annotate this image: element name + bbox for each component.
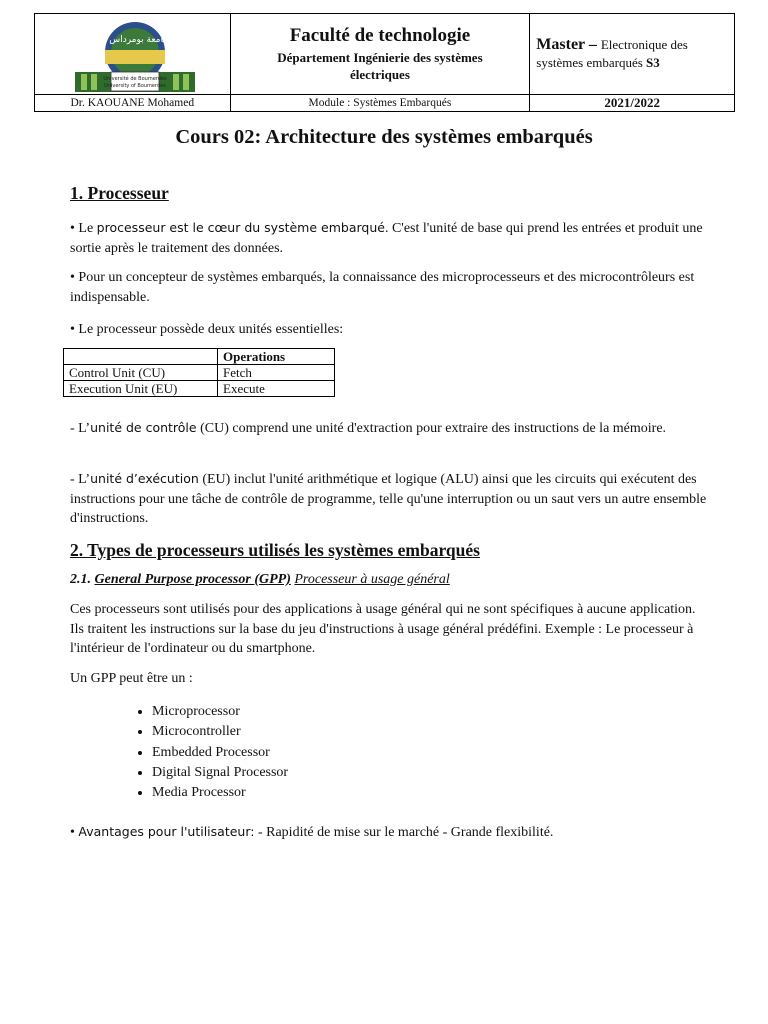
section1-paragraph1 xyxy=(70,218,710,258)
section1-paragraph3: • Le processeur possède deux unités essentielles: xyxy=(70,322,344,337)
section2-heading: 2. Types de processeurs utilisés les systèmes embarqués xyxy=(70,540,480,560)
logo-text-line2: University of Boumerdes xyxy=(104,83,166,89)
list-item: • Microcontroller xyxy=(152,722,288,742)
master-info xyxy=(536,36,734,72)
faculty-title: Faculté de technologie xyxy=(289,25,471,46)
gpp-types-list xyxy=(112,702,288,803)
execution-unit-paragraph xyxy=(70,469,710,529)
table-cell: Execute xyxy=(218,381,335,397)
advantages-paragraph xyxy=(70,822,710,843)
faculty-cell xyxy=(230,14,530,95)
logo-arabic-text: جامعة بومرداس xyxy=(109,35,169,45)
adv-prefix: • xyxy=(70,825,79,840)
master-label: Master xyxy=(536,36,585,53)
table-cell: Control Unit (CU) xyxy=(64,365,218,381)
p1-rest: . C'est l'unité de base qui prend les entrées et produit une sortie après le traitement des données. xyxy=(70,221,703,256)
table-cell: Fetch xyxy=(218,365,335,381)
academic-year: 2021/2022 xyxy=(530,95,735,112)
eu-prefix: - L’ xyxy=(70,472,91,487)
p1-sans-text: processeur est le cœur du système embarqué xyxy=(96,220,385,235)
department-name: Département Ingénierie des systèmes électriques xyxy=(277,50,483,82)
units-table xyxy=(63,348,335,397)
list-item: • Digital Signal Processor xyxy=(152,763,288,783)
eu-rest: (EU) inclut l'unité arithmétique et logique (ALU) ainsi que les circuits qui exécutent des instructions pour une tâche de contrôle de programme, telle qu'une interruption ou un saut vers un autre ensemble d'instructions. xyxy=(70,472,707,526)
list-item: • Microprocessor xyxy=(152,702,288,722)
table-header-row xyxy=(64,349,335,365)
eu-sans-text: unité d’exécution xyxy=(90,471,199,486)
subheading-number: 2.1. xyxy=(70,572,91,587)
table-row xyxy=(64,365,335,381)
section1-paragraph2: • Pour un concepteur de systèmes embarqués, la connaissance des microprocesseurs et des microcontrôleurs est indispensable. xyxy=(70,270,695,305)
adv-rest: - Rapidité de mise sur le marché - Grande flexibilité. xyxy=(254,825,554,840)
cu-prefix: - L’ xyxy=(70,421,91,436)
cu-rest: (CU) comprend une unité d'extraction pour extraire des instructions de la mémoire. xyxy=(196,421,667,436)
logo-text-line1: Université de Boumerdes xyxy=(103,76,167,82)
p1-prefix: • Le xyxy=(70,221,97,236)
section2-subheading xyxy=(70,572,450,588)
list-item: • Media Processor xyxy=(152,783,288,803)
master-program: Electronique des systèmes embarqués xyxy=(536,37,688,70)
header-table xyxy=(34,13,735,112)
section2-paragraph1: Ces processeurs sont utilisés pour des applications à usage général qui ne sont spécifiques à aucune application. Ils traitent les instructions sur la base du jeu d'instructions à usage général prédéfini. Exemple : Le processeur à l'intérieur de l'ordinateur ou du smartphone. xyxy=(70,602,696,656)
table-header-cell xyxy=(64,349,218,365)
list-item: • Embedded Processor xyxy=(152,743,288,763)
adv-sans-text: Avantages pour l'utilisateur: xyxy=(78,824,255,839)
subheading-french: Processeur à usage général xyxy=(294,572,450,587)
table-header-cell: Operations xyxy=(218,349,335,365)
logo-cell xyxy=(35,14,231,95)
module-name: Module : Systèmes Embarqués xyxy=(230,95,530,112)
control-unit-paragraph xyxy=(70,418,710,439)
master-cell xyxy=(530,14,735,95)
master-level: S3 xyxy=(646,55,660,70)
page-title: Cours 02: Architecture des systèmes embarqués xyxy=(175,126,593,148)
subheading-gpp: General Purpose processor (GPP) xyxy=(94,572,291,587)
cu-sans-text: unité de contrôle xyxy=(90,420,197,435)
table-row xyxy=(64,381,335,397)
university-logo xyxy=(75,20,195,92)
master-dash: – xyxy=(584,36,601,53)
section2-paragraph2: Un GPP peut être un : xyxy=(70,671,193,686)
section1-heading: 1. Processeur xyxy=(70,183,169,203)
teacher-name: Dr. KAOUANE Mohamed xyxy=(35,95,231,112)
table-cell: Execution Unit (EU) xyxy=(64,381,218,397)
